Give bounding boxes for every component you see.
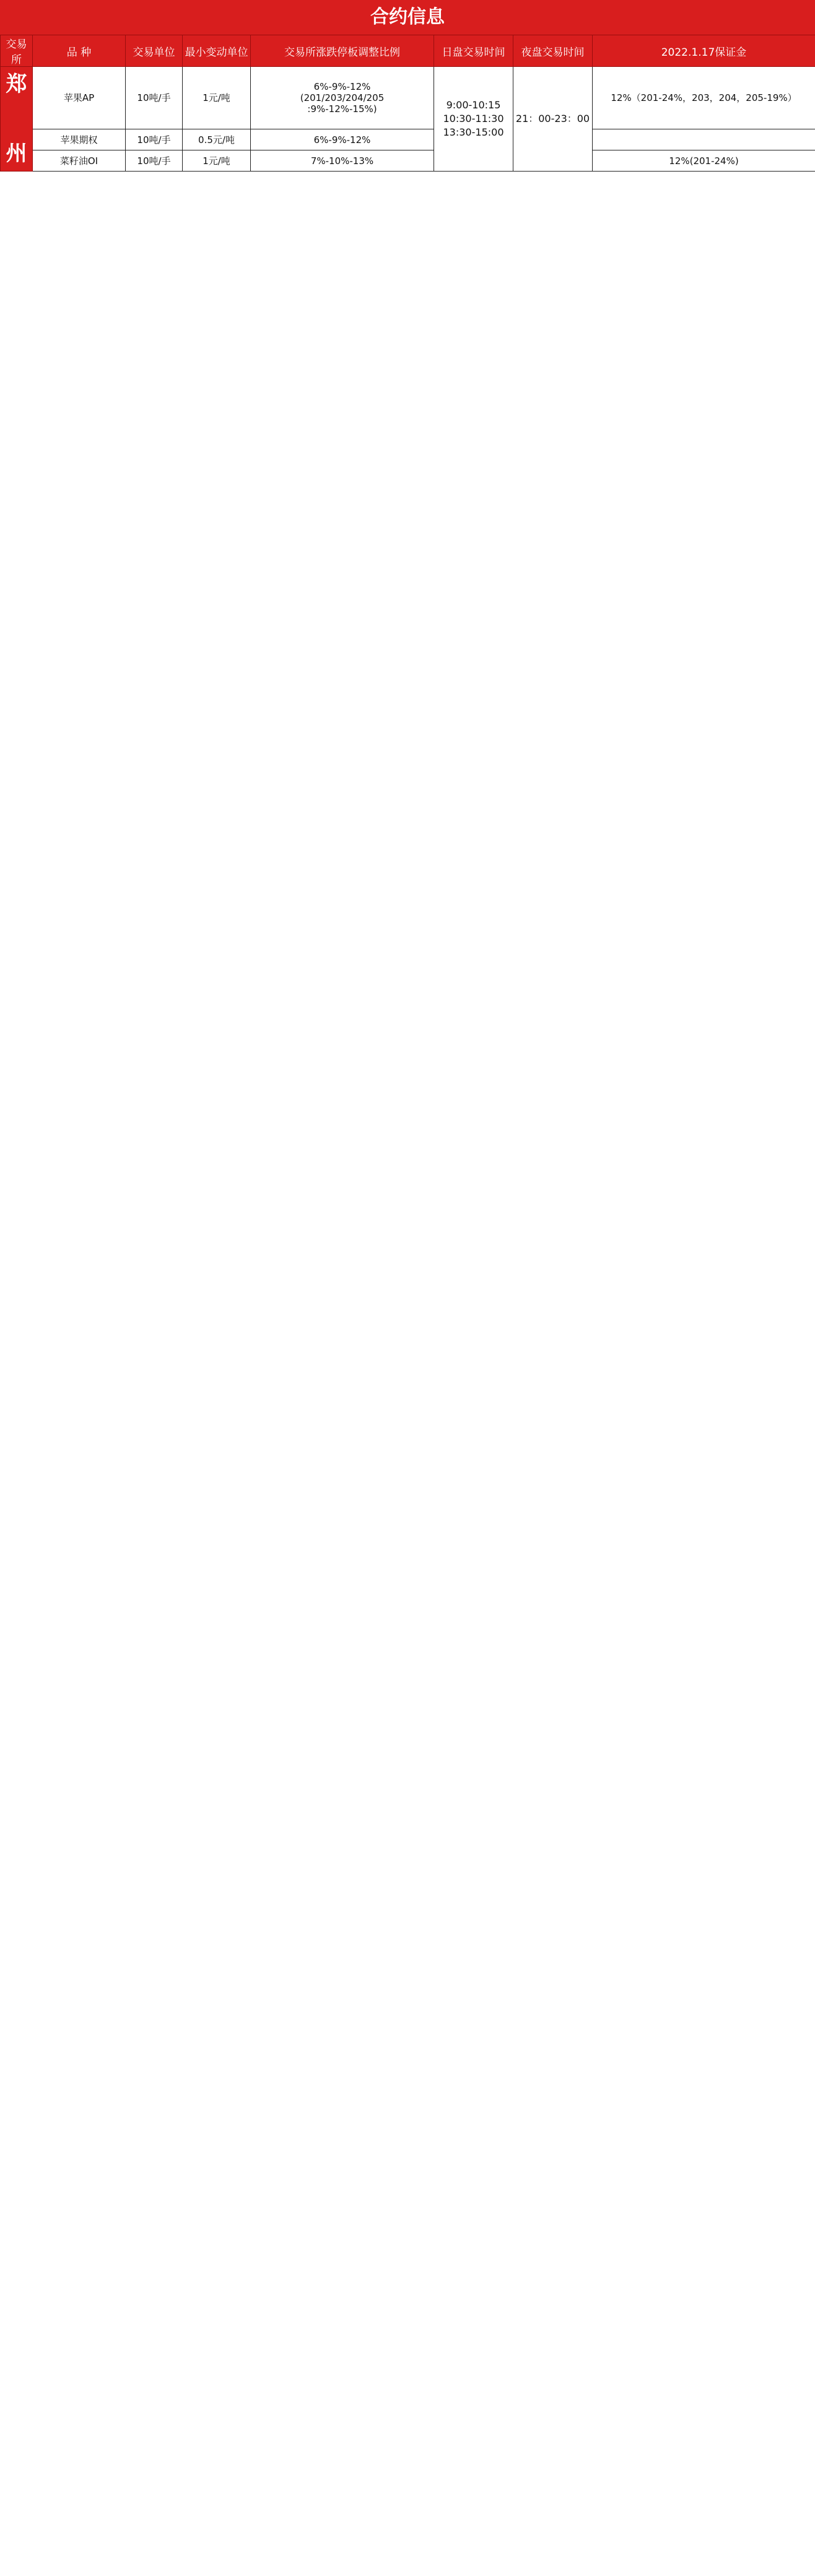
header-price-limit: 交易所涨跌停板调整比例 [251,35,434,67]
contract-row [1,150,815,172]
product-name: 苹果期权 [33,129,126,150]
header-day-session: 日盘交易时间 [434,35,513,67]
price-limit: 6%-9%-12% (201/203/204/205 :9%-12%-15%) [251,67,434,129]
margin-rate [593,129,815,150]
header-exchange: 交易所 [1,35,33,67]
trade-unit: 10吨/手 [126,129,183,150]
header-margin: 2022.1.17保证金 [593,35,815,67]
contract-table [0,35,815,172]
min-tick: 1元/吨 [183,67,251,129]
trade-unit: 10吨/手 [126,150,183,172]
header-trade-unit: 交易单位 [126,35,183,67]
page-title: 合约信息 [0,0,815,35]
min-tick: 0.5元/吨 [183,129,251,150]
night-session: 21：00-23：00 [513,67,593,172]
header-row [1,35,815,67]
min-tick: 1元/吨 [183,150,251,172]
trade-unit: 10吨/手 [126,67,183,129]
margin-rate: 12%(201-24%) [593,150,815,172]
product-name: 苹果AP [33,67,126,129]
contract-row [1,67,815,129]
product-name: 菜籽油OI [33,150,126,172]
day-session: 9:00-10:15 10:30-11:30 13:30-15:00 [434,67,513,172]
price-limit: 6%-9%-12% [251,129,434,150]
contract-row [1,129,815,150]
header-night-session: 夜盘交易时间 [513,35,593,67]
header-min-tick: 最小变动单位 [183,35,251,67]
exchange-label: 郑 州 [1,67,33,172]
header-product: 品 种 [33,35,126,67]
margin-rate: 12%（201-24%，203，204，205-19%） [593,67,815,129]
price-limit: 7%-10%-13% [251,150,434,172]
